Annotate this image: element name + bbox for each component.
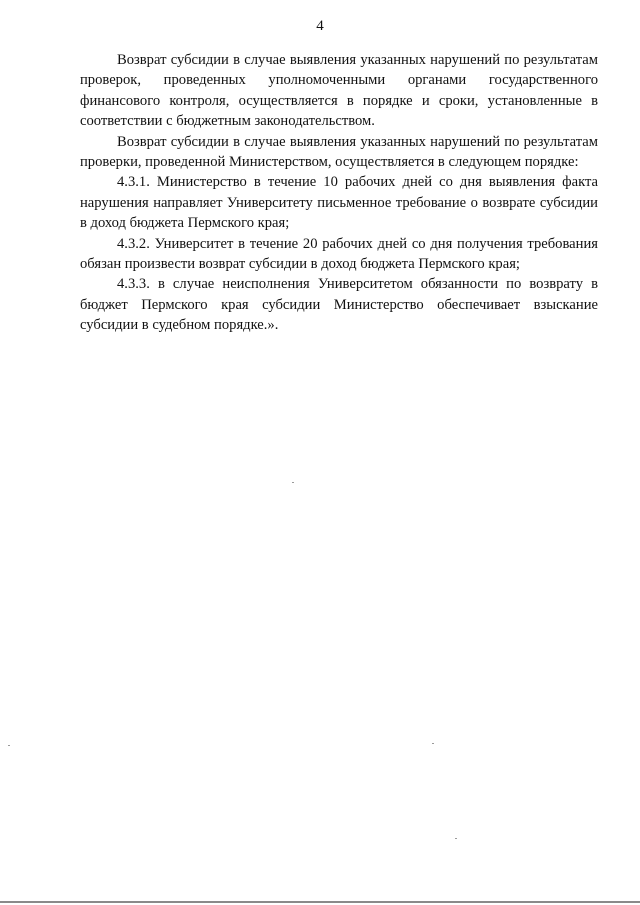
paragraph-return-state-control: Возврат субсидии в случае выявления указанных нарушений по результатам проверок, проведенных уполномоченными органами государственного финансового контроля, осуществляется в порядке и сроки, установленные в соответствии с бюджетным законодательством. [80, 52, 598, 130]
scan-speck [8, 745, 10, 746]
document-body [80, 50, 598, 336]
scan-speck [455, 838, 457, 839]
paragraph-4-3-3: 4.3.3. в случае неисполнения Университетом обязанности по возврату в бюджет Пермского края субсидии Министерство обеспечивает взыскание субсидии в судебном порядке.». [80, 276, 598, 334]
scan-speck [292, 482, 294, 483]
paragraph-4-3-2: 4.3.2. Университет в течение 20 рабочих дней со дня получения требования обязан произвести возврат субсидии в доход бюджета Пермского края; [80, 235, 598, 273]
paragraph-return-ministry-check: Возврат субсидии в случае выявления указанных нарушений по результатам проверки, проведенной Министерством, осуществляется в следующем порядке: [80, 133, 598, 171]
paragraph-4-3-1: 4.3.1. Министерство в течение 10 рабочих дней со дня выявления факта нарушения направляет Университету письменное требование о возврате субсидии в доход бюджета Пермского края; [80, 174, 598, 232]
scan-bottom-edge [0, 901, 640, 903]
page-number: 4 [316, 18, 324, 34]
scan-speck [432, 743, 434, 744]
